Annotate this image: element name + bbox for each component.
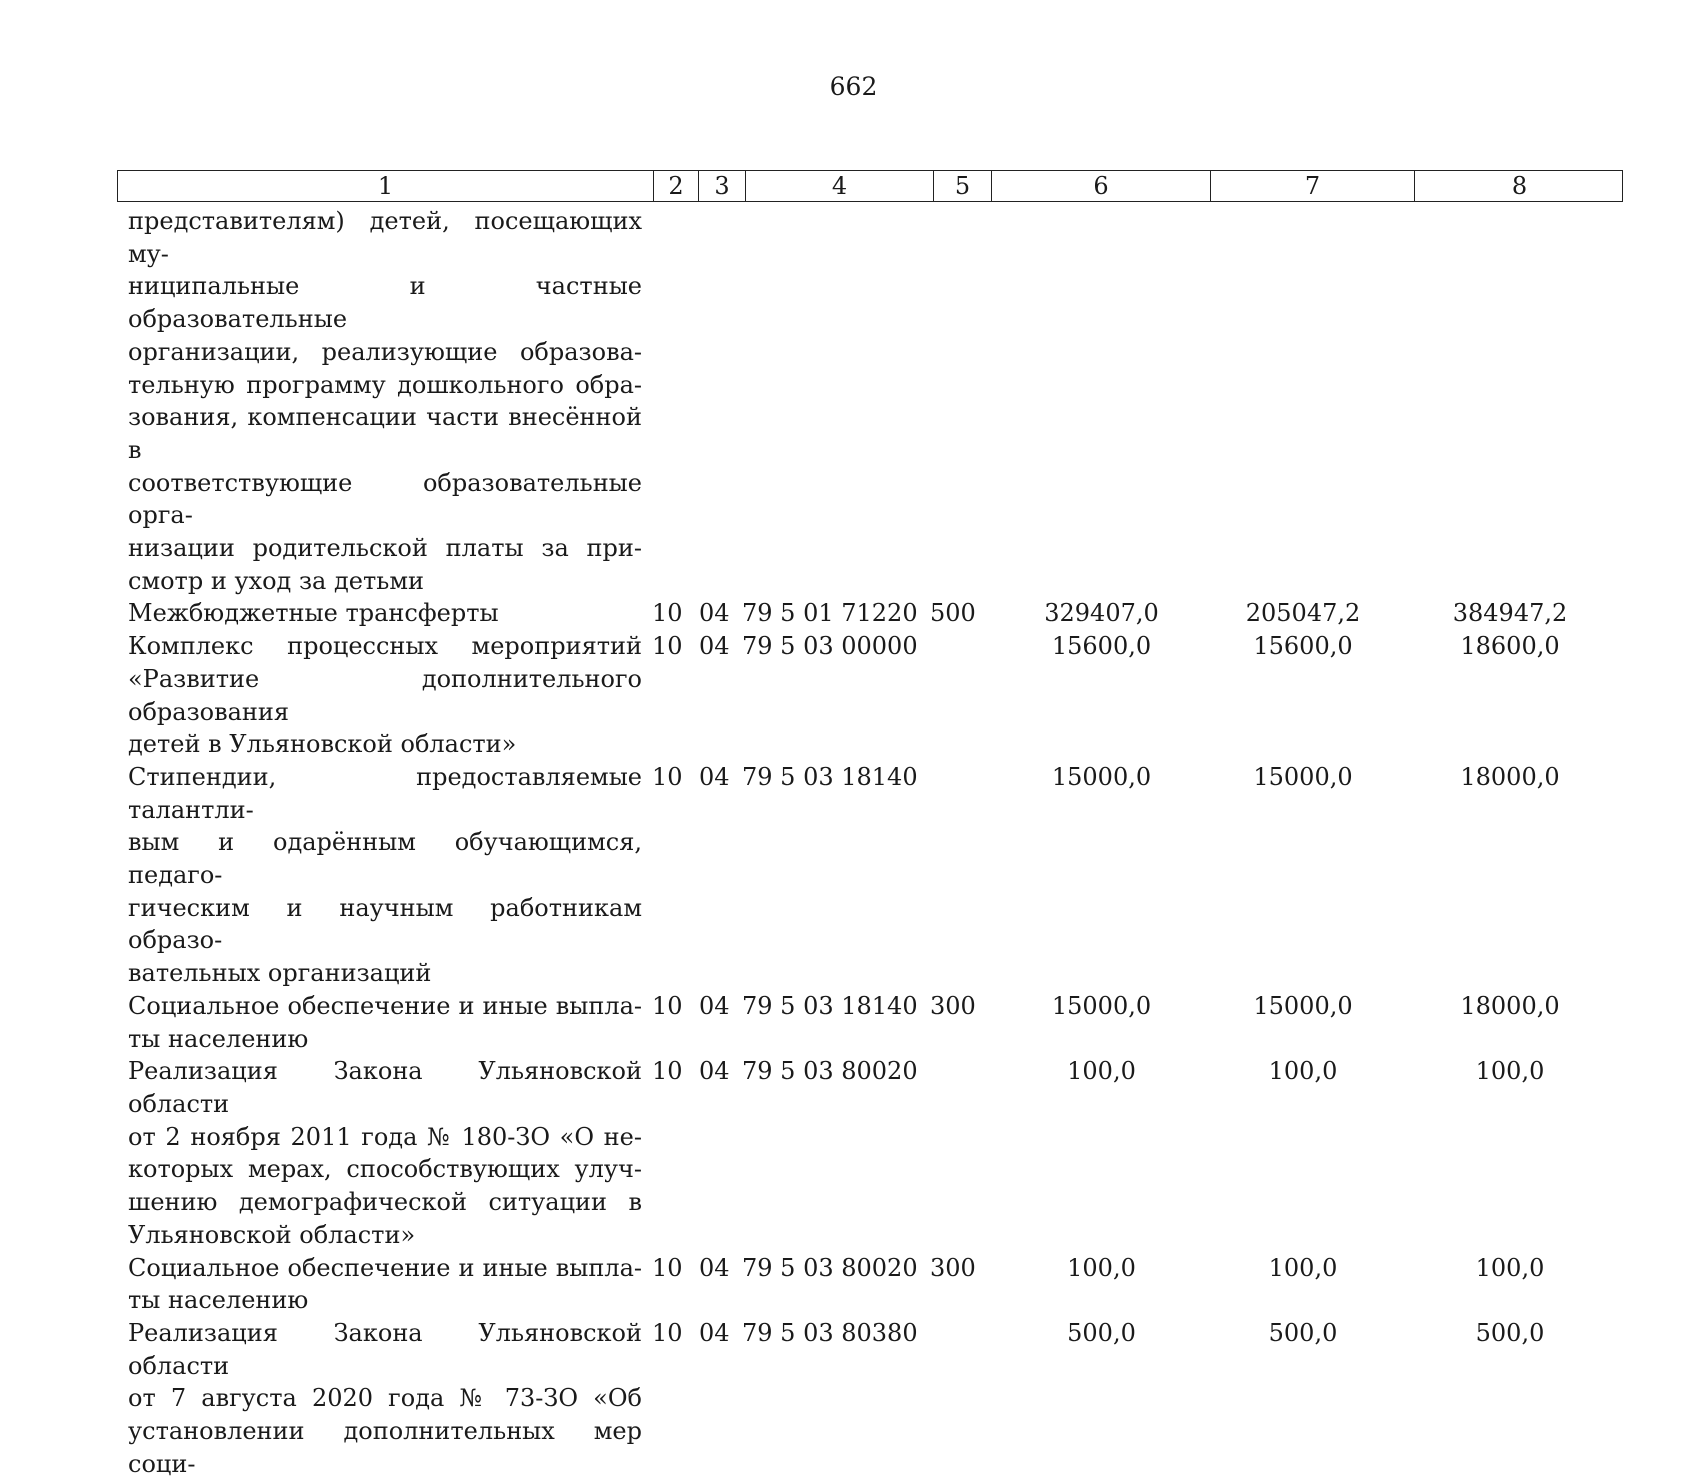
cell-c8: 500,0 — [1475, 1318, 1545, 1347]
row-name-line: ты населению — [128, 1024, 309, 1053]
cell-c3 — [689, 205, 734, 597]
header-cell-1: 1 — [377, 172, 394, 200]
row-name-line: соответствующие образовательные орга- — [128, 468, 642, 530]
cell-c4: 79 5 03 80020 — [742, 1057, 918, 1086]
row-name-line: Реализация Закона Ульяновской области — [128, 1318, 642, 1380]
row-name-line: которых мерах, способствующих улуч- — [128, 1155, 642, 1184]
cell-c5 — [924, 1317, 982, 1480]
cell-c4: 79 5 03 80020 — [742, 1253, 918, 1282]
row-name — [128, 630, 642, 761]
header-cell-3: 3 — [698, 171, 745, 201]
cell-c7: 500,0 — [1268, 1318, 1338, 1347]
cell-c8: 100,0 — [1475, 1253, 1545, 1282]
cell-c5: 300 — [930, 991, 976, 1020]
cell-c7: 205047,2 — [1245, 599, 1361, 628]
table-row — [128, 1252, 1628, 1317]
header-cell-7: 7 — [1210, 171, 1414, 201]
row-name-line: Реализация Закона Ульяновской области — [128, 1057, 642, 1118]
cell-c5 — [924, 1055, 982, 1251]
cell-c6: 15600,0 — [1051, 632, 1152, 661]
cell-c2: 10 — [652, 762, 683, 791]
row-name-line: установлении дополнительных мер соци- — [128, 1417, 642, 1478]
cell-c3: 04 — [699, 762, 730, 791]
table-row — [128, 990, 1628, 1055]
table-row — [128, 1317, 1628, 1480]
cell-c2: 10 — [652, 1318, 683, 1347]
row-name-line: Комплекс процессных мероприятий — [128, 632, 642, 661]
cell-c3: 04 — [699, 599, 730, 628]
row-name — [128, 1055, 642, 1251]
cell-c5 — [924, 630, 982, 761]
row-name — [128, 597, 642, 630]
header-cell-6: 6 — [991, 171, 1210, 201]
row-name — [128, 990, 642, 1055]
row-name-line: шению демографической ситуации в — [128, 1188, 642, 1217]
cell-c3: 04 — [699, 632, 730, 661]
cell-c6: 100,0 — [1067, 1253, 1136, 1282]
row-name — [128, 1317, 642, 1480]
page-number: 662 — [829, 72, 878, 101]
cell-c5: 300 — [930, 1253, 976, 1282]
cell-c8 — [1405, 205, 1615, 597]
cell-c5 — [924, 205, 982, 597]
row-name-line: Социальное обеспечение и иные выпла- — [128, 991, 642, 1020]
cell-c7: 15000,0 — [1253, 762, 1353, 791]
cell-c2 — [642, 205, 689, 597]
row-name-line: детей в Ульяновской области» — [128, 730, 517, 759]
cell-c7 — [1201, 205, 1405, 597]
cell-c3: 04 — [699, 1057, 730, 1086]
row-name-line: тельную программу дошкольного обра- — [128, 370, 642, 399]
cell-c8: 100,0 — [1475, 1057, 1545, 1086]
cell-c3: 04 — [699, 1318, 730, 1347]
cell-c6: 100,0 — [1067, 1057, 1136, 1086]
cell-c4 — [734, 205, 924, 597]
row-name-line: смотр и уход за детьми — [128, 566, 424, 595]
table-row — [128, 205, 1628, 597]
cell-c7: 15000,0 — [1253, 991, 1353, 1020]
row-name — [128, 1252, 642, 1317]
row-name-line: вательных организаций — [128, 959, 432, 988]
cell-c7: 100,0 — [1268, 1057, 1338, 1086]
cell-c6: 500,0 — [1067, 1318, 1136, 1347]
cell-c5 — [924, 761, 982, 990]
cell-c4: 79 5 03 18140 — [742, 991, 918, 1020]
cell-c3: 04 — [699, 991, 730, 1020]
cell-c4: 79 5 03 80380 — [742, 1318, 918, 1347]
table-row — [128, 597, 1628, 630]
row-name — [128, 205, 642, 597]
row-name-line: вым и одарённым обучающимся, педаго- — [128, 828, 642, 890]
cell-c8: 18600,0 — [1460, 632, 1560, 661]
header-cell-5: 5 — [933, 171, 991, 201]
row-name-line: гическим и научным работникам образо- — [128, 893, 642, 955]
row-name-line: представителям) детей, посещающих му- — [128, 207, 642, 268]
cell-c4: 79 5 03 00000 — [742, 632, 918, 661]
header-cell-4: 4 — [745, 171, 933, 201]
cell-c6: 329407,0 — [1044, 599, 1159, 628]
row-name-line: зования, компенсации части внесённой в — [128, 403, 642, 464]
cell-c4: 79 5 03 18140 — [742, 762, 918, 791]
row-name-line: от 2 ноября 2011 года № 180-ЗО «О не- — [128, 1122, 642, 1151]
cell-c7: 15600,0 — [1253, 632, 1353, 661]
header-cell-8: 8 — [1414, 171, 1624, 201]
table-row — [128, 761, 1628, 990]
row-name-line: «Развитие дополнительного образования — [128, 664, 642, 726]
cell-c6: 15000,0 — [1051, 991, 1152, 1020]
cell-c8: 18000,0 — [1460, 762, 1560, 791]
cell-c3: 04 — [699, 1253, 730, 1282]
row-name — [128, 761, 642, 990]
row-name-line: организации, реализующие образова- — [128, 337, 642, 366]
row-name-line: Межбюджетные трансферты — [128, 599, 499, 628]
cell-c2: 10 — [652, 1057, 683, 1086]
cell-c8: 18000,0 — [1460, 991, 1560, 1020]
cell-c2: 10 — [652, 599, 683, 628]
table-row — [128, 630, 1628, 761]
row-name-line: низации родительской платы за при- — [128, 534, 642, 563]
row-name-line: от 7 августа 2020 года № 73-ЗО «Об — [128, 1384, 642, 1413]
row-name-line: ты населению — [128, 1286, 309, 1315]
table-body — [128, 205, 1628, 1480]
cell-c7: 100,0 — [1268, 1253, 1338, 1282]
table-row — [128, 1055, 1628, 1251]
cell-c2: 10 — [652, 991, 683, 1020]
cell-c5: 500 — [930, 599, 976, 628]
cell-c4: 79 5 01 71220 — [742, 599, 918, 628]
cell-c6: 15000,0 — [1051, 762, 1152, 791]
row-name-line: Социальное обеспечение и иные выпла- — [128, 1253, 642, 1282]
row-name-line: ниципальные и частные образовательные — [128, 272, 642, 334]
header-cell-2: 2 — [653, 171, 698, 201]
cell-c2: 10 — [652, 632, 683, 661]
row-name-line: Ульяновской области» — [128, 1220, 416, 1249]
cell-c6 — [982, 205, 1201, 597]
cell-c8: 384947,2 — [1452, 599, 1568, 628]
table-header — [117, 170, 1623, 202]
row-name-line: Стипендии, предоставляемые талантли- — [128, 762, 642, 824]
cell-c2: 10 — [652, 1253, 683, 1282]
